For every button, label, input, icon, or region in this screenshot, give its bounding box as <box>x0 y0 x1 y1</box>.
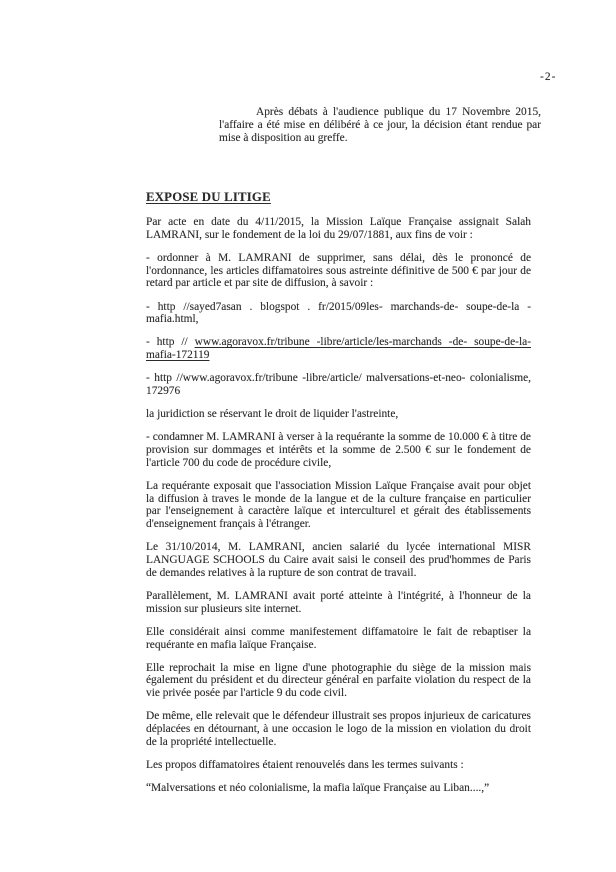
paragraph-rebaptiser: Elle considérait ainsi comme manifestement diffamatoire le fait de rebaptiser la requérante en mafia laïque Française. <box>146 625 531 651</box>
url-agoravox-malversations: - http //www.agoravox.fr/tribune -libre/article/ malversations-et-neo- colonialisme, 172976 <box>146 372 531 398</box>
url-agoravox-marchands <box>146 336 531 361</box>
section-title: EXPOSE DU LITIGE <box>146 190 271 204</box>
paragraph-ordonner: - ordonner à M. LAMRANI de supprimer, sans délai, dès le prononcé de l'ordonnance, les articles diffamatoires sous astreinte définitive de 500 € par jour de retard par article et par site de diffusion, à savoir : <box>146 251 531 290</box>
url-blogspot: - http //sayed7asan . blogspot . fr/2015/09les- marchands-de- soupe-de-la - mafia.html, <box>146 300 531 326</box>
paragraph-astreinte: la juridiction se réservant le droit de liquider l'astreinte, <box>146 408 399 421</box>
paragraph-citation: “Malversations et néo colonialisme, la mafia laïque Française au Liban....,” <box>146 782 490 795</box>
paragraph-assignation: Par acte en date du 4/11/2015, la Mission Laïque Française assignait Salah LAMRANI, sur le fondement de la loi du 29/07/1881, aux fins de voir : <box>146 216 531 241</box>
url-agoravox-prefix: - http // <box>146 336 195 349</box>
paragraph-atteinte: Parallèlement, M. LAMRANI avait porté atteinte à l'intégrité, à l'honneur de la mission sur plusieurs site internet. <box>146 589 531 615</box>
paragraph-caricatures: De même, elle relevait que le défendeur illustrait ses propos injurieux de caricatures déplacées en détournant, à une occasion le logo de la mission en violation du droit de la propriété intellectuelle. <box>146 710 531 748</box>
paragraph-prudhommes: Le 31/10/2014, M. LAMRANI, ancien salarié du lycée international MISR LANGUAGE SCHOOLS du Caire avait saisi le conseil des prud'hommes de Paris de demandes relatives à la rupture de son contrat de travail. <box>146 541 531 579</box>
hearing-intro-paragraph: Après débats à l'audience publique du 17 Novembre 2015, l'affaire a été mise en délibéré à ce jour, la décision étant rendue par mise à disposition au greffe. <box>219 106 541 145</box>
paragraph-requerante-objet: La requérante exposait que l'association Mission Laïque Française avait pour objet la diffusion à traves le monde de la langue et de la culture française en particulier par l'enseignement à caractère laïque et interculturel et gérait des établissements d'enseignement français à l'étranger. <box>146 480 531 531</box>
url-agoravox-link: www.agoravox.fr/tribune -libre/article/les-marchands -de- soupe-de-la- mafia-172119 <box>146 336 531 362</box>
paragraph-condamner: - condamner M. LAMRANI à verser à la requérante la somme de 10.000 € à titre de provision sur dommages et intérêts et la somme de 2.500 € sur le fondement de l'article 700 du code de procédure civile, <box>146 431 531 469</box>
paragraph-propos-renouveles: Les propos diffamatoires étaient renouvelés dans les termes suivants : <box>146 759 464 771</box>
page-number: -2- <box>540 71 557 83</box>
document-body <box>146 216 531 805</box>
paragraph-photographie: Elle reprochait la mise en ligne d'une photographie du siège de la mission mais également du président et du directeur général en parfaite violation du respect de la vie privée posée par l'article 9 du code civil. <box>146 661 531 700</box>
